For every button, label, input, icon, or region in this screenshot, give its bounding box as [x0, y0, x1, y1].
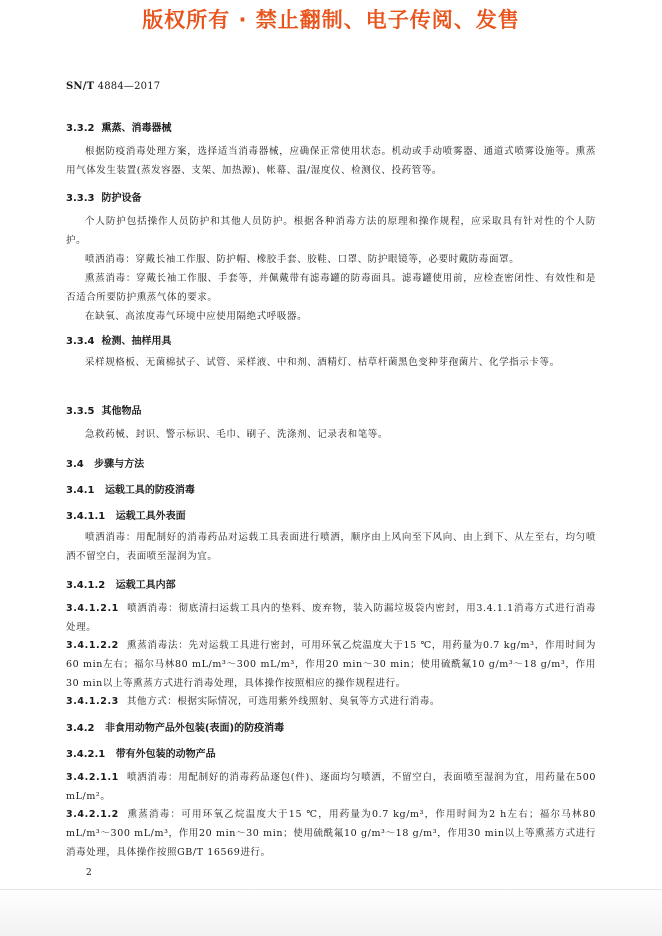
heading-3-4-1-2	[66, 576, 176, 591]
paragraph-3-3-5: 急救药械、封识、警示标识、毛巾、刷子、洗涤剂、记录表和笔等。	[85, 429, 389, 440]
standard-number: 4884—2017	[97, 81, 161, 92]
heading-3-4	[66, 455, 144, 470]
clause-text: 喷洒消毒：彻底清扫运载工具内的垫料、废弃物，装入防漏垃圾袋内密封，用3.4.1.1消毒方式进行消毒处理。	[66, 603, 596, 633]
heading-title: 防护设备	[101, 193, 142, 204]
heading-3-3-5	[66, 402, 141, 417]
paragraph-3-3-2: 根据防疫消毒处理方案，选择适当消毒器械，应确保正常使用状态。机动或手动喷雾器、通道式喷雾设施等。熏蒸用气体发生装置(蒸发容器、支架、加热源)、帐幕、温/湿度仪、检测仪、投药管等。	[66, 146, 596, 176]
clause-number: 3.4.1.2.3	[66, 696, 119, 707]
clause-text: 其他方式：根据实际情况，可选用紫外线照射、臭氧等方式进行消毒。	[126, 696, 440, 707]
heading-title: 带有外包装的动物产品	[115, 749, 216, 760]
standard-prefix: SN/T	[66, 81, 95, 92]
paragraph-3-3-3-b: 喷洒消毒：穿戴长袖工作服、防护帽、橡胶手套、胶鞋、口罩、防护眼镜等，必要时戴防毒面罩。	[85, 254, 520, 265]
standard-code	[66, 81, 160, 92]
heading-number: 3.3.3	[66, 193, 95, 204]
paragraph-3-4-1-2-2	[66, 636, 596, 693]
heading-title: 运载工具外表面	[115, 511, 186, 522]
heading-title: 其他物品	[101, 406, 142, 417]
clause-text: 熏蒸消毒法：先对运载工具进行密封，可用环氧乙烷温度大于15 ℃，用药量为0.7 kg/m³，作用时间为60 min左右；福尔马林80 mL/m³～300 mL/m³，作用20 min～30 min；使用硫酰氟10 g/m³～18 g/m³，作用30 min以上等熏蒸方式进行消毒处理，具体操作按照相应的操作规程进行。	[66, 640, 596, 689]
heading-title: 步骤与方法	[94, 459, 145, 470]
heading-3-3-3	[66, 189, 141, 204]
heading-title: 检测、抽样用具	[101, 336, 172, 347]
heading-3-3-2	[66, 119, 171, 134]
clause-number: 3.4.2.1.2	[66, 809, 119, 820]
paragraph-3-3-3-a: 个人防护包括操作人员防护和其他人员防护。根据各种消毒方法的原理和操作规程，应采取具有针对性的个人防护。	[66, 216, 596, 246]
heading-number: 3.4.1.1	[66, 511, 106, 522]
heading-title: 运载工具的防疫消毒	[104, 485, 195, 496]
paragraph-3-4-1-2-1	[66, 599, 596, 637]
copyright-banner: 版权所有 · 禁止翻制、电子传阅、发售	[142, 8, 520, 32]
heading-number: 3.3.4	[66, 336, 95, 347]
paragraph-3-4-2-1-1	[66, 768, 596, 806]
paragraph-3-4-1-2-3	[66, 692, 596, 711]
heading-number: 3.4.2.1	[66, 749, 106, 760]
heading-number: 3.3.5	[66, 406, 95, 417]
heading-number: 3.4.1.2	[66, 580, 106, 591]
page-bottom-shade	[0, 890, 662, 936]
heading-number: 3.4	[66, 459, 84, 470]
heading-3-4-1-1	[66, 507, 186, 522]
clause-number: 3.4.1.2.2	[66, 640, 119, 651]
paragraph-3-4-1-1: 喷洒消毒：用配制好的消毒药品对运载工具表面进行喷洒，顺序由上风向至下风向、由上到下、从左至右，均匀喷洒不留空白，表面喷至湿润为宜。	[66, 532, 596, 562]
heading-number: 3.4.1	[66, 485, 95, 496]
heading-title: 非食用动物产品外包装(表面)的防疫消毒	[104, 723, 285, 734]
clause-text: 喷洒消毒：用配制好的消毒药品逐包(件)、逐面均匀喷洒，不留空白，表面喷至湿润为宜，用药量在500 mL/m²。	[66, 772, 596, 802]
heading-number: 3.3.2	[66, 123, 95, 134]
clause-number: 3.4.1.2.1	[66, 603, 119, 614]
heading-title: 运载工具内部	[115, 580, 176, 591]
paragraph-3-3-3-d: 在缺氧、高浓度毒气环境中应使用隔绝式呼吸器。	[85, 311, 308, 322]
heading-3-3-4	[66, 332, 171, 347]
paragraph-3-4-2-1-2	[66, 805, 596, 862]
clause-number: 3.4.2.1.1	[66, 772, 119, 783]
paragraph-3-3-4: 采样规格板、无菌棉拭子、试管、采样液、中和剂、酒精灯、枯草杆菌黑色变种芽孢菌片、化学指示卡等。	[85, 357, 560, 368]
heading-3-4-2-1	[66, 745, 216, 760]
heading-title: 熏蒸、消毒器械	[101, 123, 172, 134]
heading-3-4-1	[66, 481, 195, 496]
paragraph-3-3-3-c: 熏蒸消毒：穿戴长袖工作服、手套等，并佩戴带有滤毒罐的防毒面具。滤毒罐使用前，应检查密闭性、有效性和是否适合所要防护熏蒸气体的要求。	[66, 273, 596, 303]
heading-3-4-2	[66, 719, 284, 734]
page-number: 2	[86, 868, 92, 878]
clause-text: 熏蒸消毒：可用环氧乙烷温度大于15 ℃，用药量为0.7 kg/m³，作用时间为2 h左右；福尔马林80 mL/m³～300 mL/m³，作用20 min～30 min；使用硫酰氟10 g/m³～18 g/m³，作用30 min以上等熏蒸方式进行消毒处理，具体操作按照GB/T 16569进行。	[66, 809, 596, 858]
heading-number: 3.4.2	[66, 723, 95, 734]
